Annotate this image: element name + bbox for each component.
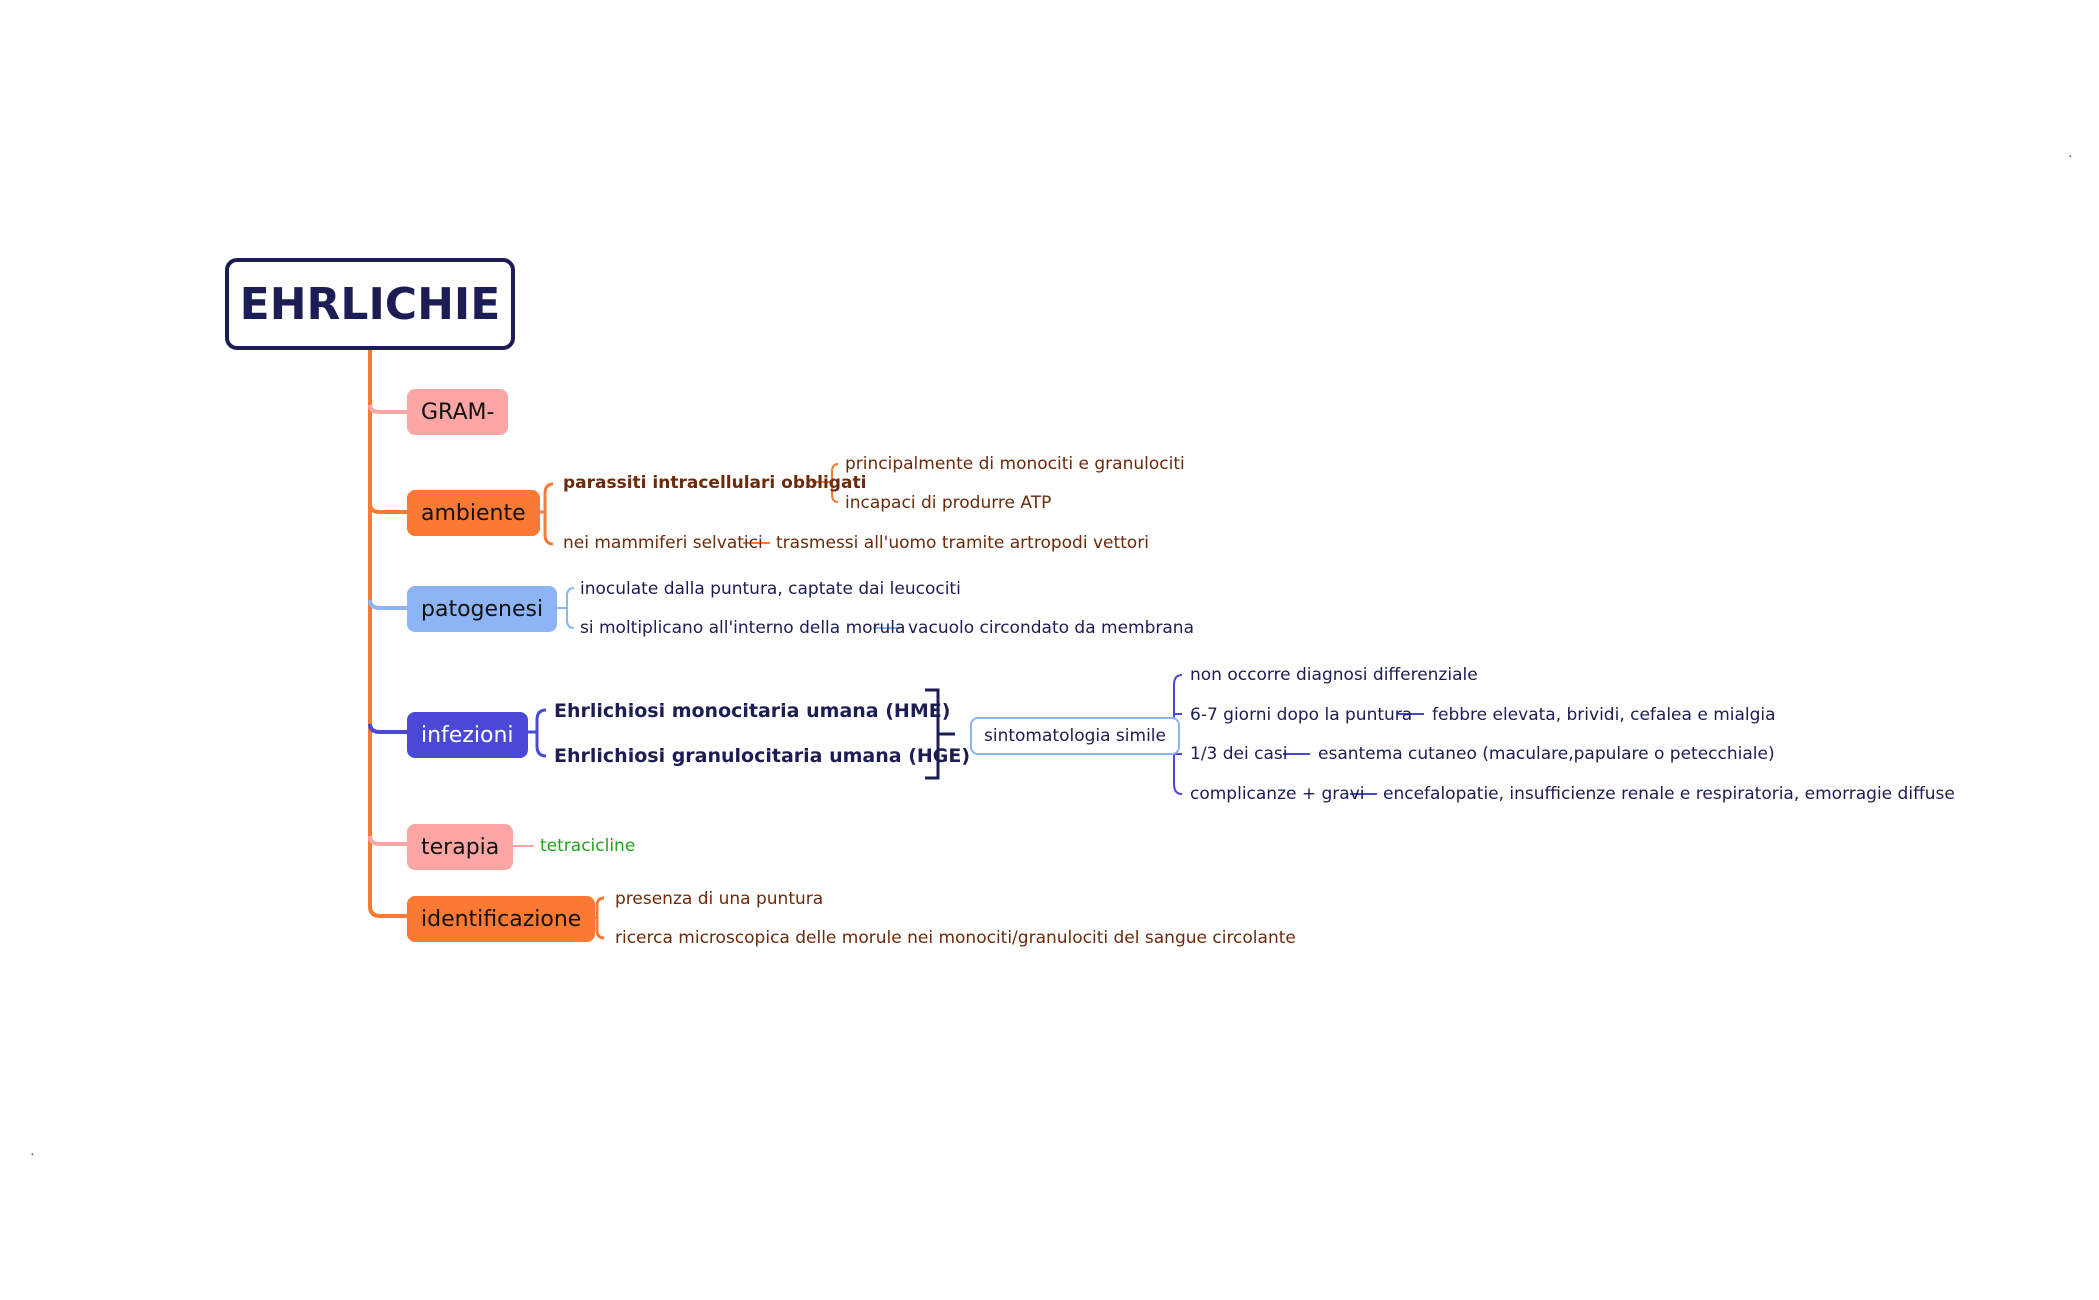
corner-mark-top-right: ⠄ — [2068, 148, 2077, 161]
leaf-tetracicline[interactable]: tetracicline — [540, 836, 636, 856]
node-ambiente[interactable]: ambiente — [407, 490, 540, 536]
leaf-complicanze[interactable]: complicanze + gravi — [1190, 784, 1365, 804]
leaf-hge[interactable]: Ehrlichiosi granulocitaria umana (HGE) — [554, 745, 971, 767]
leaf-encefalopatie[interactable]: encefalopatie, insufficienze renale e respiratoria, emorragie diffuse — [1383, 784, 1955, 804]
leaf-atp[interactable]: incapaci di produrre ATP — [845, 493, 1052, 513]
node-infezioni[interactable]: infezioni — [407, 712, 528, 758]
leaf-diagnosi[interactable]: non occorre diagnosi differenziale — [1190, 665, 1478, 685]
corner-mark-bottom-left: ⠄ — [30, 1146, 39, 1159]
leaf-hme[interactable]: Ehrlichiosi monocitaria umana (HME) — [554, 700, 951, 722]
leaf-ricerca[interactable]: ricerca microscopica delle morule nei monociti/granulociti del sangue circolante — [615, 928, 1296, 948]
leaf-esantema[interactable]: esantema cutaneo (maculare,papulare o petecchiale) — [1318, 744, 1775, 764]
leaf-monociti[interactable]: principalmente di monociti e granulociti — [845, 454, 1185, 474]
node-sintomatologia[interactable]: sintomatologia simile — [970, 717, 1180, 755]
leaf-parassiti[interactable]: parassiti intracellulari obbligati — [563, 473, 867, 493]
leaf-casi[interactable]: 1/3 dei casi — [1190, 744, 1288, 764]
leaf-inoculate[interactable]: inoculate dalla puntura, captate dai leucociti — [580, 579, 961, 599]
leaf-giorni[interactable]: 6-7 giorni dopo la puntura — [1190, 705, 1413, 725]
leaf-trasmessi[interactable]: trasmessi all'uomo tramite artropodi vettori — [776, 533, 1149, 553]
node-patogenesi[interactable]: patogenesi — [407, 586, 557, 632]
leaf-mammiferi[interactable]: nei mammiferi selvatici — [563, 533, 763, 553]
node-terapia[interactable]: terapia — [407, 824, 513, 870]
link-infezioni — [370, 724, 407, 732]
link-patogenesi — [370, 600, 407, 608]
link-terapia — [370, 836, 407, 844]
leaf-puntura[interactable]: presenza di una puntura — [615, 889, 824, 909]
leaf-vacuolo[interactable]: vacuolo circondato da membrana — [908, 618, 1194, 638]
trunk-line — [370, 350, 407, 916]
leaf-febbre[interactable]: febbre elevata, brividi, cefalea e mialgia — [1432, 705, 1776, 725]
leaf-moltiplicano[interactable]: si moltiplicano all'interno della morula — [580, 618, 906, 638]
link-ambiente — [370, 504, 407, 512]
node-gram[interactable]: GRAM- — [407, 389, 508, 435]
root-title[interactable]: EHRLICHIE — [225, 258, 515, 350]
link-gram — [370, 405, 407, 412]
node-identificazione[interactable]: identificazione — [407, 896, 595, 942]
